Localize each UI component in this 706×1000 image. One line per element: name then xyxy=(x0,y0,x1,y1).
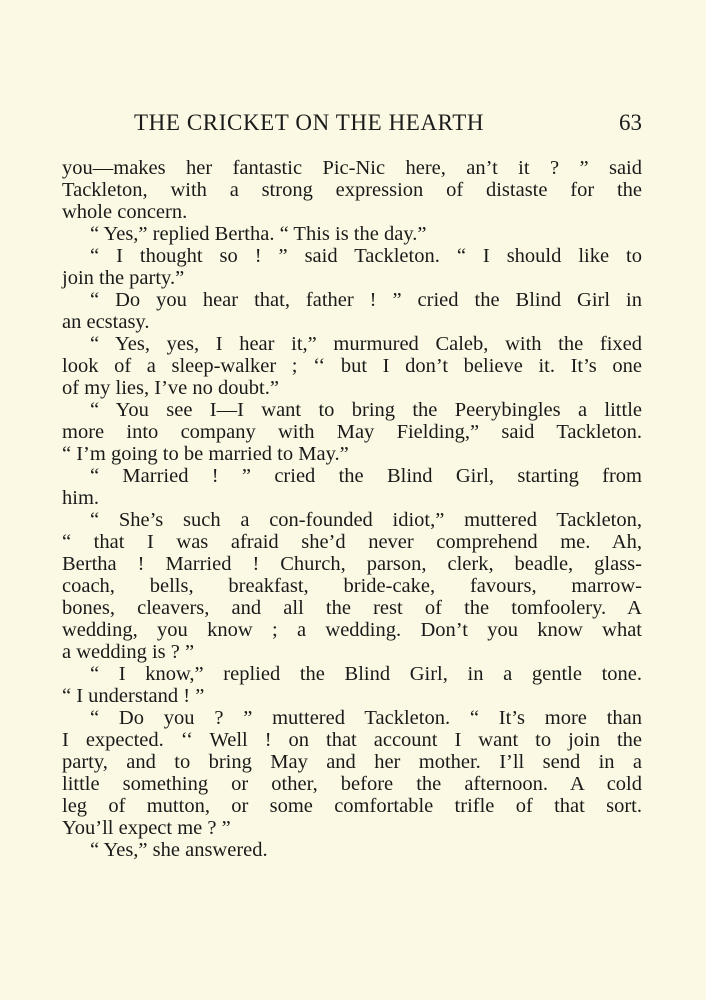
text-line: him. xyxy=(62,487,100,509)
text-line: “ She’s such a con-founded idiot,” muttered Tackleton, xyxy=(90,509,642,531)
text-line: “ I know,” replied the Blind Girl, in a gentle tone. xyxy=(90,663,642,685)
text-line: “ Do you ? ” muttered Tackleton. “ It’s more than xyxy=(90,707,642,729)
text-line: “ Married ! ” cried the Blind Girl, starting from xyxy=(90,465,642,487)
text-line: I expected. ‘‘ Well ! on that account I want to join the xyxy=(62,729,642,751)
text-line: “ Do you hear that, father ! ” cried the Blind Girl in xyxy=(90,289,642,311)
text-line: wedding, you know ; a wedding. Don’t you know what xyxy=(62,619,642,641)
page-number: 63 xyxy=(619,110,642,135)
text-line: “ I’m going to be married to May.” xyxy=(62,443,349,465)
text-line: “ Yes, yes, I hear it,” murmured Caleb, with the fixed xyxy=(90,333,642,355)
text-line: you—makes her fantastic Pic-Nic here, an’t it ? ” said xyxy=(62,157,642,179)
text-line: “ that I was afraid she’d never comprehend me. Ah, xyxy=(62,531,642,553)
text-line: “ Yes,” replied Bertha. “ This is the day.” xyxy=(90,223,427,245)
text-line: coach, bells, breakfast, bride-cake, favours, marrow- xyxy=(62,575,642,597)
text-line: “ Yes,” she answered. xyxy=(90,839,268,861)
text-line: an ecstasy. xyxy=(62,311,150,333)
text-line: join the party.” xyxy=(62,267,185,289)
text-line: Bertha ! Married ! Church, parson, clerk, beadle, glass- xyxy=(62,553,642,575)
text-line: a wedding is ? ” xyxy=(62,641,195,663)
text-line: “ I understand ! ” xyxy=(62,685,205,707)
body-text xyxy=(62,157,642,861)
text-line: little something or other, before the afternoon. A cold xyxy=(62,773,642,795)
text-line: bones, cleavers, and all the rest of the tomfoolery. A xyxy=(62,597,642,619)
text-line: Tackleton, with a strong expression of distaste for the xyxy=(62,179,642,201)
text-line: You’ll expect me ? ” xyxy=(62,817,231,839)
text-line: of my lies, I’ve no doubt.” xyxy=(62,377,279,399)
text-line: more into company with May Fielding,” said Tackleton. xyxy=(62,421,642,443)
text-line: look of a sleep-walker ; ‘‘ but I don’t believe it. It’s one xyxy=(62,355,642,377)
running-title: THE CRICKET ON THE HEARTH xyxy=(134,110,485,135)
text-line: whole concern. xyxy=(62,201,188,223)
text-line: “ You see I—I want to bring the Peerybingles a little xyxy=(90,399,642,421)
running-head xyxy=(62,110,642,140)
text-line: “ I thought so ! ” said Tackleton. “ I should like to xyxy=(90,245,642,267)
text-line: party, and to bring May and her mother. I’ll send in a xyxy=(62,751,642,773)
text-line: leg of mutton, or some comfortable trifle of that sort. xyxy=(62,795,642,817)
